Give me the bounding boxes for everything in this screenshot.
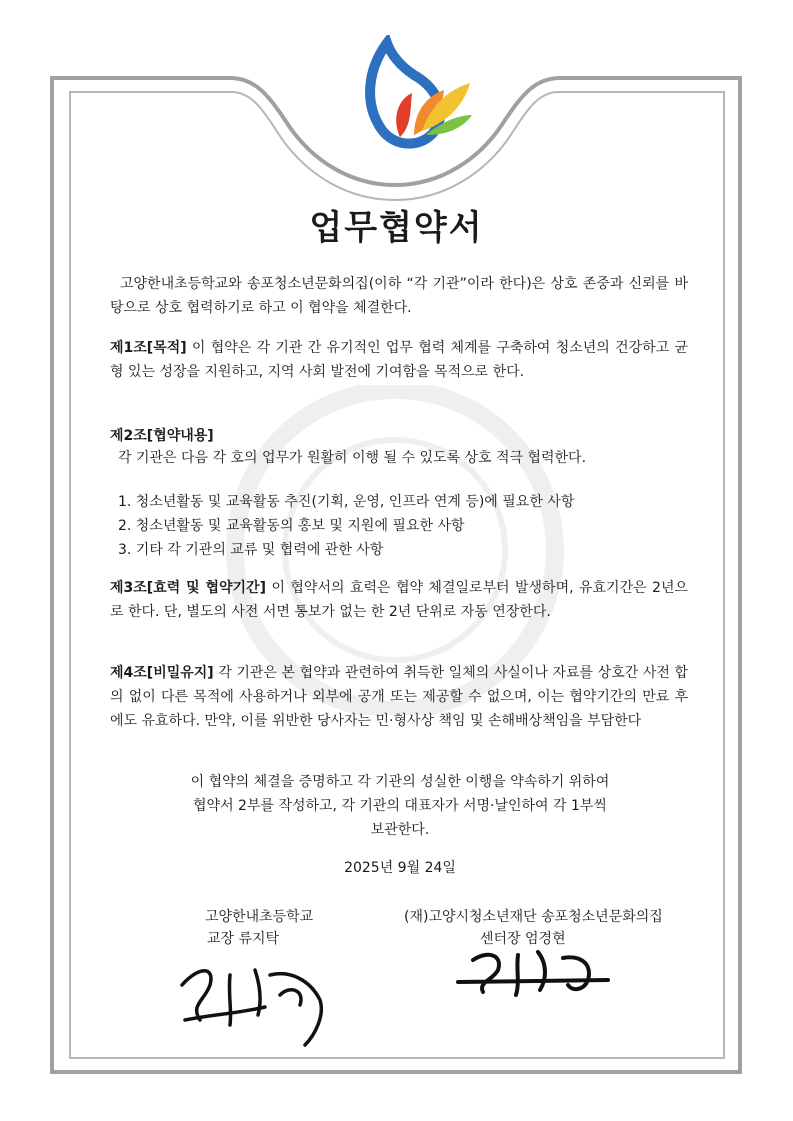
article-1-text: 이 협약은 각 기관 간 유기적인 업무 협력 체계를 구축하여 청소년의 건강하고 균형 있는 성장을 지원하고, 지역 사회 발전에 기여함을 목적으로 한다. <box>110 340 688 380</box>
article-4-heading: 제4조[비밀유지] <box>110 665 214 681</box>
closing-line: 보관한다. <box>370 822 430 838</box>
agreement-date: 2025년 9월 24일 <box>344 860 456 876</box>
signatory-org: (재)고양시청소년재단 송포청소년문화의집 <box>404 909 663 925</box>
signature-image <box>170 945 350 1055</box>
article-1-heading: 제1조[목적] <box>110 340 187 356</box>
closing-paragraph <box>100 770 700 842</box>
article-2-heading: 제2조[협약내용] <box>110 428 214 444</box>
article-2-text: 각 기관은 다음 각 호의 업무가 원활히 이행 될 수 있도록 상호 적극 협력한다. <box>118 450 587 466</box>
article-3-text: 이 협약서의 효력은 협약 체결일로부터 발생하며, 유효기간은 2년으로 한다. 단, 별도의 사전 서면 통보가 없는 한 2년 단위로 자동 연장한다. <box>110 580 689 620</box>
list-item: 1. 청소년활동 및 교육활동 추진(기획, 운영, 인프라 연계 등)에 필요한 사항 <box>118 494 575 510</box>
closing-line: 협약서 2부를 작성하고, 각 기관의 대표자가 서명·날인하여 각 1부씩 <box>193 798 607 814</box>
article-2-list <box>118 490 688 562</box>
intro-paragraph: 고양한내초등학교와 송포청소년문화의집(이하 “각 기관”이라 한다)은 상호 존중과 신뢰를 바탕으로 상호 협력하기로 하고 이 협약을 체결한다. <box>110 276 688 316</box>
document-title: 업무협약서 <box>309 208 484 248</box>
article-4-text: 각 기관은 본 협약과 관련하여 취득한 일체의 사실이나 자료를 상호간 사전 합의 없이 다른 목적에 사용하거나 외부에 공개 또는 제공할 수 없으며, 이는 협약기간의 만료 후에도 유효하다. 만약, 이를 위반한 당사자는 민·형사상 책임 및 손해배상책임을 부담한다 <box>110 665 688 729</box>
list-item: 2. 청소년활동 및 교육활동의 홍보 및 지원에 필요한 사항 <box>118 518 465 534</box>
article-4 <box>110 661 688 733</box>
signatory-org: 고양한내초등학교 <box>205 909 314 925</box>
signatory-title-name: 센터장 엄경현 <box>480 931 566 947</box>
article-1 <box>110 336 688 384</box>
list-item: 3. 기타 각 기관의 교류 및 협력에 관한 사항 <box>118 542 384 558</box>
signatory-title-name: 교장 류지탁 <box>207 931 280 947</box>
article-3 <box>110 576 688 624</box>
emblem-logo-icon <box>352 35 472 155</box>
closing-line: 이 협약의 체결을 증명하고 각 기관의 성실한 이행을 약속하기 위하여 <box>190 774 610 790</box>
article-3-heading: 제3조[효력 및 협약기간] <box>110 580 266 596</box>
signatory-school <box>205 906 313 950</box>
signature-image <box>448 940 618 1000</box>
